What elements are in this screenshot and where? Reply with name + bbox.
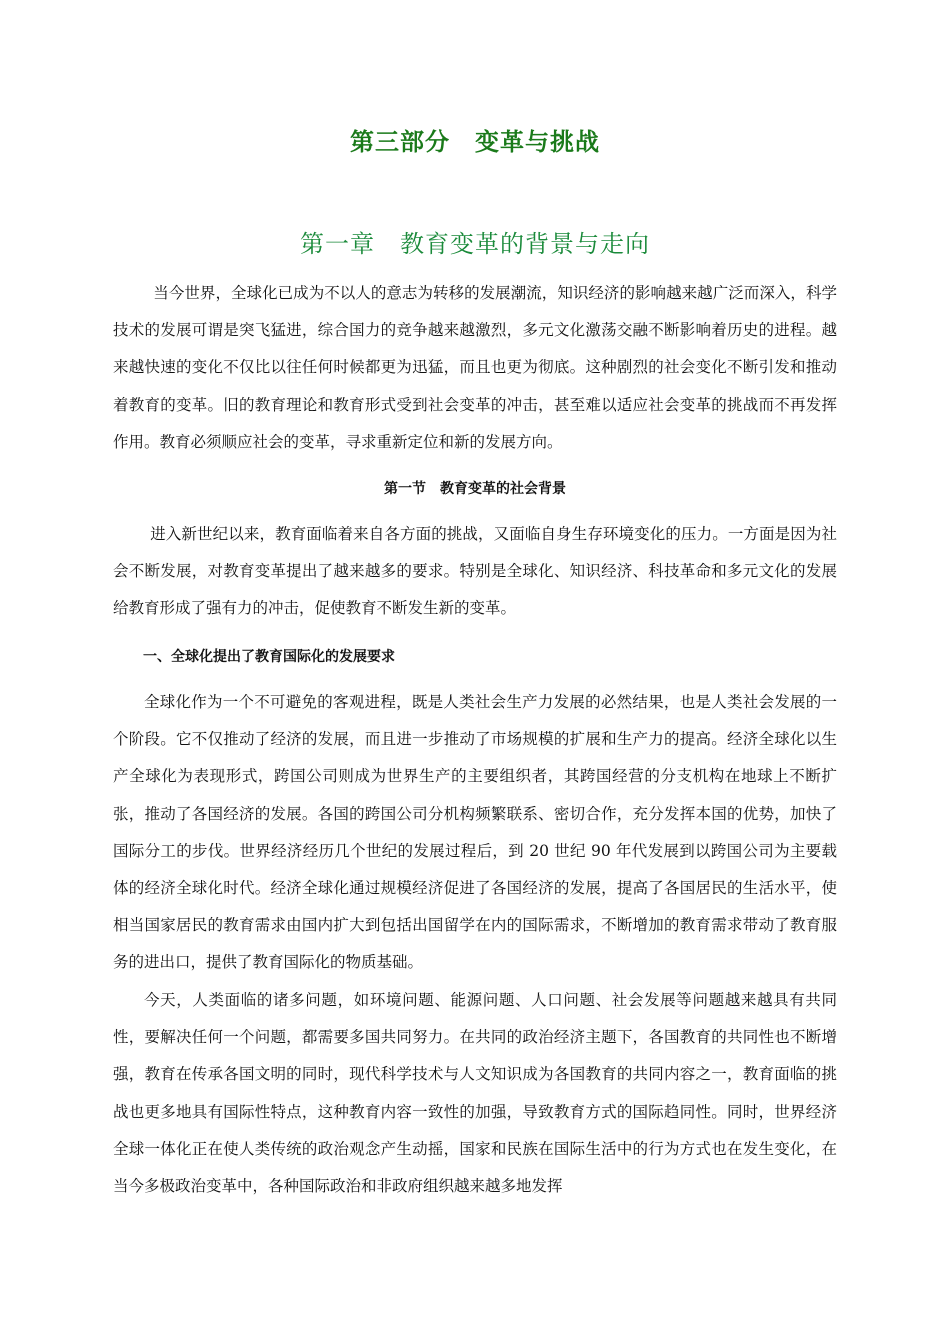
today-paragraph: 今天，人类面临的诸多问题，如环境问题、能源问题、人口问题、社会发展等问题越来越具有共同性，要解决任何一个问题，都需要多国共同努力。在共同的政治经济主题下，各国教育的共同性也不断增强，教育在传承各国文明的同时，现代科学技术与人文知识成为各国教育的共同内容之一，教育面临的挑战也更多地具有国际性特点，这种教育内容一致性的加强，导致教育方式的国际趋同性。同时，世界经济全球一体化正在使人类传统的政治观念产生动摇，国家和民族在国际生活中的行为方式也在发生变化，在当今多极政治变革中，各种国际政治和非政府组织越来越多地发挥 xyxy=(113,991,837,1196)
intro-paragraph: 当今世界，全球化已成为不以人的意志为转移的发展潮流，知识经济的影响越来越广泛而深入，科学技术的发展可谓是突飞猛进，综合国力的竞争越来越激烈，多元文化激荡交融不断影响着历史的进程。越来越快速的变化不仅比以往任何时候都更为迅猛，而且也更为彻底。这种剧烈的社会变化不断引发和推动着教育的变革。旧的教育理论和教育形式受到社会变革的冲击，甚至难以适应社会变革的挑战而不再发挥作用。教育必须顺应社会的变革，寻求重新定位和新的发展方向。 xyxy=(113,284,837,451)
section-title: 第一节 教育变革的社会背景 xyxy=(384,481,566,497)
part-title: 第三部分 变革与挑战 xyxy=(350,128,600,156)
subheading-globalization: 一、全球化提出了教育国际化的发展要求 xyxy=(143,649,395,665)
chapter-title: 第一章 教育变革的背景与走向 xyxy=(300,230,650,258)
section-intro-paragraph: 进入新世纪以来，教育面临着来自各方面的挑战，又面临自身生存环境变化的压力。一方面是因为社会不断发展，对教育变革提出了越来越多的要求。特别是全球化、知识经济、科技革命和多元文化的发展给教育形成了强有力的冲击，促使教育不断发生新的变革。 xyxy=(113,525,837,618)
globalization-paragraph: 全球化作为一个不可避免的客观进程，既是人类社会生产力发展的必然结果，也是人类社会发展的一个阶段。它不仅推动了经济的发展，而且进一步推动了市场规模的扩展和生产力的提高。经济全球化以生产全球化为表现形式，跨国公司则成为世界生产的主要组织者，其跨国经营的分支机构在地球上不断扩张，推动了各国经济的发展。各国的跨国公司分机构频繁联系、密切合作，充分发挥本国的优势，加快了国际分工的步伐。世界经济经历几个世纪的发展过程后，到 20 世纪 90 年代发展到以跨国公司为主要载体的经济全球化时代。经济全球化通过规模经济促进了各国经济的发展，提高了各国居民的生活水平，使相当国家居民的教育需求由国内扩大到包括出国留学在内的国际需求，不断增加的教育需求带动了教育服务的进出口，提供了教育国际化的物质基础。 xyxy=(113,693,837,972)
